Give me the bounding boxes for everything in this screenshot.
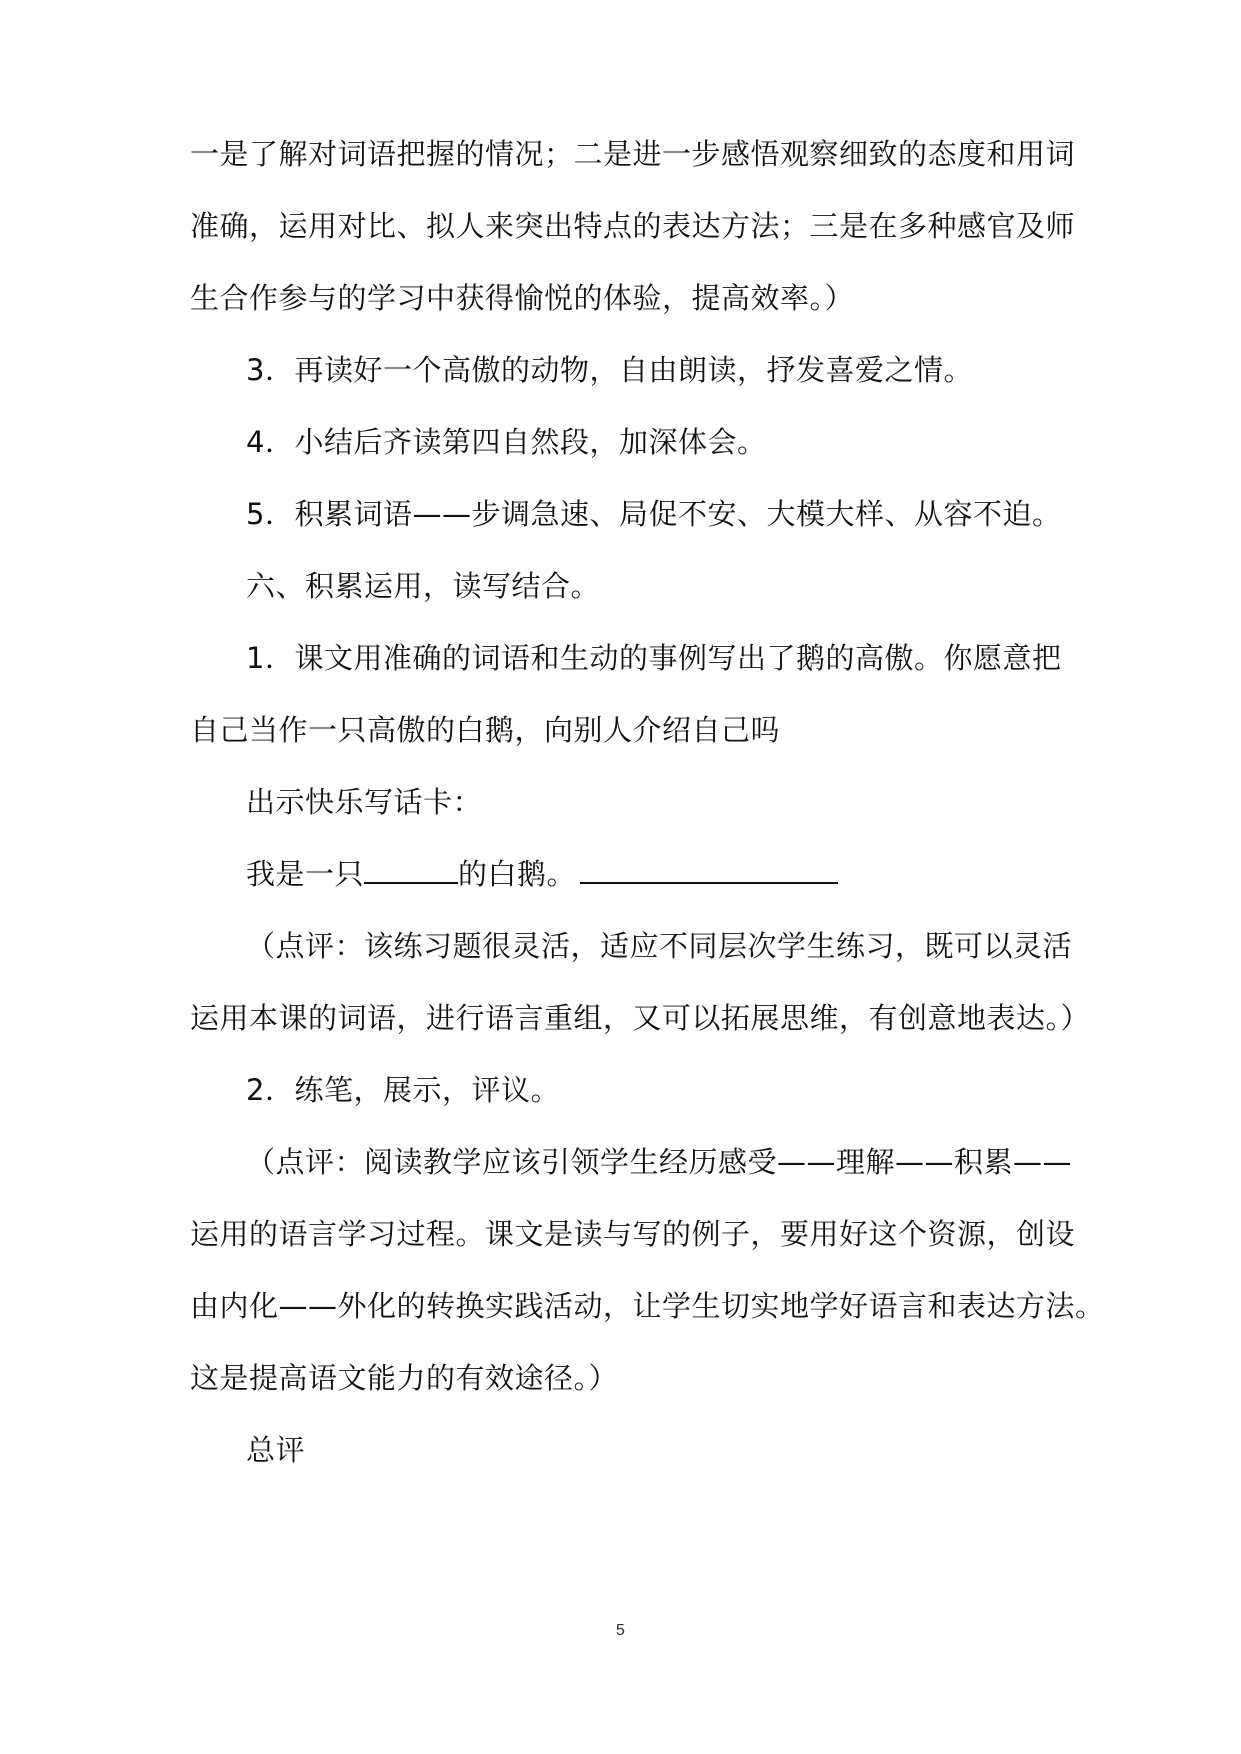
writing-card-label: 出示快乐写话卡： [246, 785, 483, 819]
step-3-line: 3．再读好一个高傲的动物，自由朗读，抒发喜爱之情。 [246, 353, 973, 387]
comment-2-line-4: 这是提高语文能力的有效途径。） [190, 1361, 619, 1395]
fill-in-prefix: 我是一只 [246, 857, 365, 891]
section-six-heading: 六、积累运用，读写结合。 [246, 569, 601, 603]
item-2-line: 2．练笔，展示，评议。 [246, 1073, 560, 1107]
comment-2-line-3: 由内化——外化的转换实践活动，让学生切实地学好语言和表达方法。 [190, 1289, 1105, 1323]
comment-1-line-1: （点评：该练习题很灵活，适应不同层次学生练习，既可以灵活 [246, 929, 1073, 963]
fill-in-middle: 的白鹅。 [458, 857, 577, 891]
step-4-line: 4．小结后齐读第四自然段，加深体会。 [246, 425, 767, 459]
item-1-line-2: 自己当作一只高傲的白鹅，向别人介绍自己吗 [190, 713, 781, 747]
paragraph-line-3: 生合作参与的学习中获得愉悦的体验，提高效率。） [190, 281, 855, 315]
fill-in-blank-2 [580, 854, 838, 884]
comment-2-line-1: （点评：阅读教学应该引领学生经历感受——理解——积累—— [246, 1145, 1073, 1179]
page-number: 5 [616, 1622, 625, 1639]
comment-1-line-2: 运用本课的词语，进行语言重组，又可以拓展思维，有创意地表达。） [190, 1001, 1091, 1035]
item-1-line-1: 1．课文用准确的词语和生动的事例写出了鹅的高傲。你愿意把 [246, 641, 1062, 675]
paragraph-line-2: 准确，运用对比、拟人来突出特点的表达方法；三是在多种感官及师 [190, 209, 1076, 243]
fill-in-sentence [246, 854, 838, 894]
comment-2-line-2: 运用的语言学习过程。课文是读与写的例子，要用好这个资源，创设 [190, 1217, 1076, 1251]
step-5-line: 5．积累词语——步调急速、局促不安、大模大样、从容不迫。 [246, 497, 1062, 531]
paragraph-line-1: 一是了解对词语把握的情况；二是进一步感悟观察细致的态度和用词 [190, 137, 1076, 171]
summary-heading: 总评 [246, 1433, 306, 1467]
fill-in-blank-1 [364, 854, 458, 884]
